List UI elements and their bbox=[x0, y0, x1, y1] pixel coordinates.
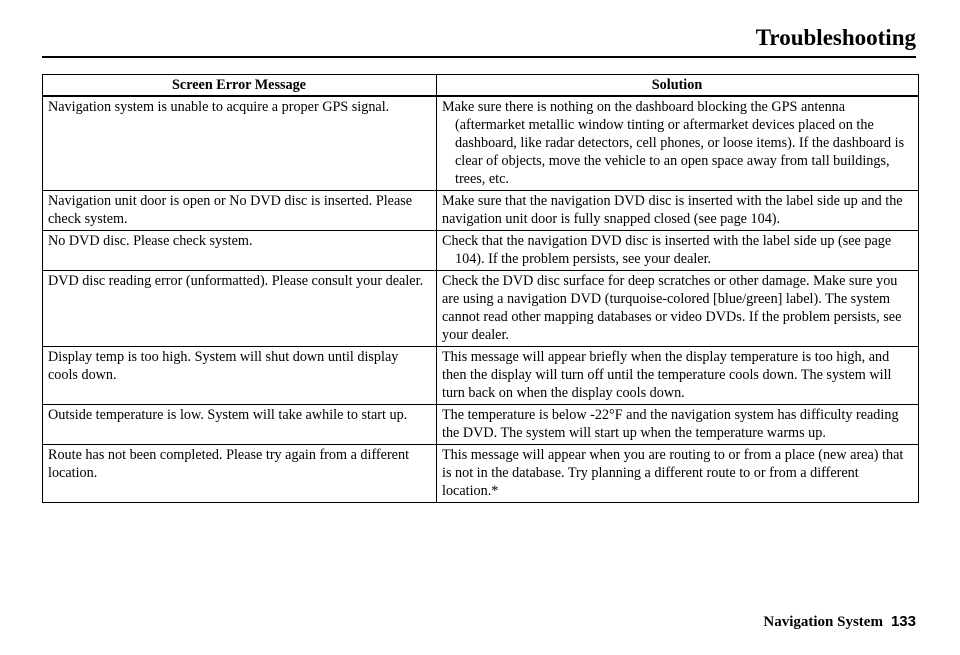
error-message-cell: Navigation unit door is open or No DVD disc is inserted. Please check system. bbox=[43, 191, 437, 231]
footer-section-name: Navigation System bbox=[763, 614, 883, 630]
column-header-error-message: Screen Error Message bbox=[43, 75, 437, 97]
solution-cell bbox=[437, 405, 919, 445]
solution-text: Check that the navigation DVD disc is inserted with the label side up (see page 104). If the problem persists, see your dealer. bbox=[442, 233, 892, 267]
table-row bbox=[43, 405, 919, 445]
error-message-cell: Outside temperature is low. System will take awhile to start up. bbox=[43, 405, 437, 445]
page-number: 133 bbox=[890, 613, 916, 630]
page-title: Troubleshooting bbox=[755, 25, 916, 50]
table-row bbox=[43, 191, 919, 231]
solution-cell bbox=[437, 347, 919, 405]
page-footer bbox=[763, 614, 916, 630]
solution-cell bbox=[437, 191, 919, 231]
table-row bbox=[43, 445, 919, 503]
troubleshooting-table bbox=[42, 74, 919, 503]
solution-text: Make sure that the navigation DVD disc is inserted with the label side up and the navigation unit door is fully snapped closed (see page 104). bbox=[442, 193, 903, 227]
solution-text: Check the DVD disc surface for deep scratches or other damage. Make sure you are using a navigation DVD (turquoise-colored [blue/green] label). The system cannot read other mapping databases or video DVDs. If the problem persists, see your dealer. bbox=[442, 273, 902, 343]
table-row bbox=[43, 271, 919, 347]
error-message-cell: Display temp is too high. System will shut down until display cools down. bbox=[43, 347, 437, 405]
column-header-solution: Solution bbox=[437, 75, 919, 97]
error-message-cell: Route has not been completed. Please try again from a different location. bbox=[43, 445, 437, 503]
table-row bbox=[43, 231, 919, 271]
solution-cell bbox=[437, 271, 919, 347]
solution-cell bbox=[437, 96, 919, 191]
solution-text: The temperature is below -22°F and the navigation system has difficulty reading the DVD. The system will start up when the temperature warms up. bbox=[442, 407, 899, 441]
solution-text: This message will appear when you are routing to or from a place (new area) that is not in the database. Try planning a different route to or from a different location.* bbox=[442, 447, 904, 499]
title-divider bbox=[42, 56, 916, 58]
solution-text: This message will appear briefly when the display temperature is too high, and then the display will turn off until the temperature cools down. The system will turn back on when the display cools down. bbox=[442, 349, 892, 401]
table-row bbox=[43, 96, 919, 191]
error-message-cell: No DVD disc. Please check system. bbox=[43, 231, 437, 271]
solution-cell bbox=[437, 231, 919, 271]
table-header-row bbox=[43, 75, 919, 97]
solution-text: Make sure there is nothing on the dashboard blocking the GPS antenna (aftermarket metallic window tinting or aftermarket devices placed on the dashboard, like radar detectors, cell phones, or loose items). If the dashboard is clear of objects, move the vehicle to an open space away from tall buildings, trees, etc. bbox=[442, 99, 905, 187]
error-message-cell: DVD disc reading error (unformatted). Please consult your dealer. bbox=[43, 271, 437, 347]
error-message-cell: Navigation system is unable to acquire a proper GPS signal. bbox=[43, 96, 437, 191]
table-row bbox=[43, 347, 919, 405]
solution-cell bbox=[437, 445, 919, 503]
